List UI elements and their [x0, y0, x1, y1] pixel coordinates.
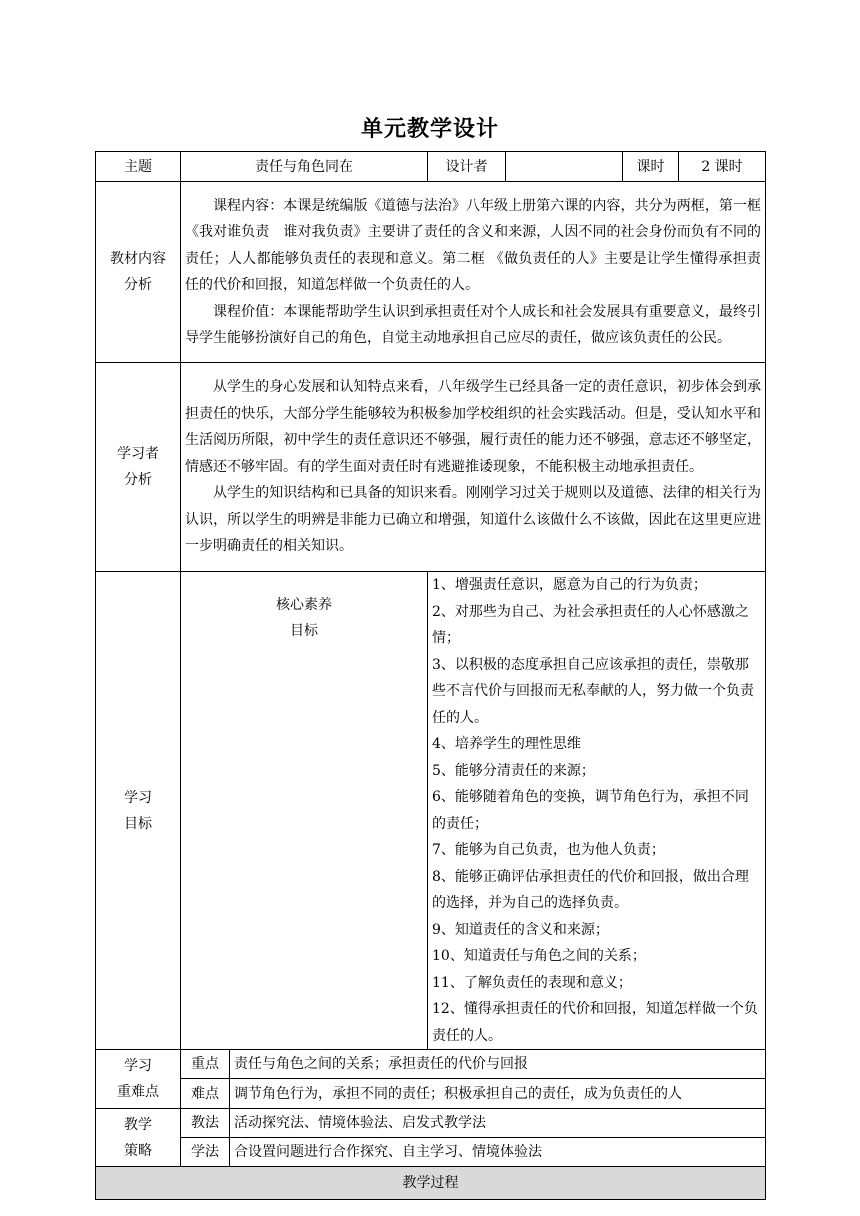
learner-content	[181, 363, 766, 572]
difficult-point-label: 难点	[181, 1079, 230, 1109]
learner-paragraph: 从学生的身心发展和认知特点来看，八年级学生已经具备一定的责任意识，初步体会到承担责任的快乐，大部分学生能够较为积极参加学校组织的社会实践活动。但是，受认知水平和生活阅历所限，初中学生的责任意识还不够强，履行责任的能力还不够强，意志还不够坚定，情感还不够牢固。有的学生面对责任时有逃避推诿现象，不能积极主动地承担责任。	[185, 379, 761, 475]
key-points-label-line2: 重难点	[117, 1084, 159, 1100]
textbook-paragraph: 课程价值：本课能帮助学生认识到承担责任对个人成长和社会发展具有重要意义，最终引导学生能够扮演好自己的角色，自觉主动地承担自己应尽的责任，做应该负责任的公民。	[185, 303, 761, 346]
page-title: 单元教学设计	[360, 116, 499, 142]
goal-item: 6、能够随着角色的变换，调节角色行为，承担不同的责任；	[432, 789, 749, 832]
key-point-value: 责任与角色之间的关系；承担责任的代价与回报	[230, 1050, 766, 1079]
key-point-label: 重点	[181, 1050, 230, 1079]
difficult-point-row	[96, 1079, 766, 1109]
textbook-paragraph: 课程内容：本课是统编版《道德与法治》八年级上册第六课的内容，共分为两框，第一框《我对谁负责 谁对我负责》主要讲了责任的含义和来源，人因不同的社会身份而负有不同的责任；人人都能够负责任的表现和意义。第二框 《做负责任的人》主要是让学生懂得承担责任的代价和回报，知道怎样做一个负责任的人。	[185, 197, 761, 293]
key-points-label	[96, 1050, 181, 1109]
goal-item: 12、懂得承担责任的代价和回报，知道怎样做一个负责任的人。	[432, 1001, 758, 1044]
core-literacy-label	[181, 572, 428, 1050]
textbook-label-line1: 教材内容	[110, 251, 166, 267]
goals-label-line2: 目标	[124, 815, 152, 832]
teaching-process-header: 教学过程	[96, 1167, 766, 1200]
header-row	[96, 152, 766, 182]
textbook-content	[181, 182, 766, 363]
designer-label: 设计者	[428, 152, 506, 182]
learner-label	[96, 363, 181, 572]
learning-method-label: 学法	[181, 1138, 230, 1167]
topic-value: 责任与角色同在	[181, 152, 428, 182]
textbook-label	[96, 182, 181, 363]
goal-item: 2、对那些为自己、为社会承担责任的人心怀感激之情；	[432, 603, 749, 646]
goal-item: 1、增强责任意识，愿意为自己的行为负责；	[432, 577, 707, 593]
goal-item: 3、以积极的态度承担自己应该承担的责任，崇敬那些不言代价与回报而无私奉献的人，努力做一个负责任的人。	[432, 656, 754, 726]
textbook-row	[96, 182, 766, 363]
learner-paragraph: 从学生的知识结构和已具备的知识来看。刚刚学习过关于规则以及道德、法律的相关行为认识，所以学生的明辨是非能力已确立和增强，知道什么该做什么不该做，因此在这里更应进一步明确责任的相关知识。	[185, 485, 761, 555]
hours-label: 课时	[623, 152, 679, 182]
teaching-method-value: 活动探究法、情境体验法、启发式教学法	[230, 1109, 766, 1138]
core-literacy-label-line1: 核心素养	[276, 597, 332, 613]
goal-item: 4、培养学生的理性思维	[432, 736, 581, 752]
teaching-method-label: 教法	[181, 1109, 230, 1138]
learning-method-row	[96, 1138, 766, 1167]
learner-row	[96, 363, 766, 572]
textbook-label-line2: 分析	[124, 277, 152, 293]
strategy-label-line2: 策略	[124, 1142, 152, 1159]
goals-label	[96, 572, 181, 1050]
strategy-label	[96, 1109, 181, 1167]
designer-value	[506, 152, 623, 182]
design-table	[95, 151, 766, 1200]
goal-item: 5、能够分清责任的来源；	[432, 762, 595, 779]
goals-row	[96, 572, 766, 1050]
difficult-point-value: 调节角色行为，承担不同的责任；积极承担自己的责任，成为负责任的人	[230, 1079, 766, 1109]
hours-value: 2 课时	[679, 152, 766, 182]
core-literacy-label-line2: 目标	[290, 623, 318, 639]
learner-label-line2: 分析	[124, 472, 152, 488]
goal-item: 10、知道责任与角色之间的关系；	[432, 948, 646, 964]
learner-label-line1: 学习者	[117, 446, 159, 462]
process-row	[96, 1167, 766, 1200]
key-point-row	[96, 1050, 766, 1079]
goal-item: 11、了解负责任的表现和意义；	[432, 974, 632, 991]
topic-label: 主题	[96, 152, 181, 182]
goal-item: 8、能够正确评估承担责任的代价和回报，做出合理的选择，并为自己的选择负责。	[432, 868, 749, 911]
teaching-method-row	[96, 1109, 766, 1138]
goal-item: 7、能够为自己负责，也为他人负责；	[432, 842, 665, 858]
key-points-label-line1: 学习	[124, 1058, 152, 1074]
goals-label-line1: 学习	[124, 789, 152, 806]
goal-item: 9、知道责任的含义和来源；	[432, 921, 609, 938]
strategy-label-line1: 教学	[124, 1116, 152, 1133]
goals-list	[428, 572, 766, 1050]
learning-method-value: 合设置问题进行合作探究、自主学习、情境体验法	[230, 1138, 766, 1167]
